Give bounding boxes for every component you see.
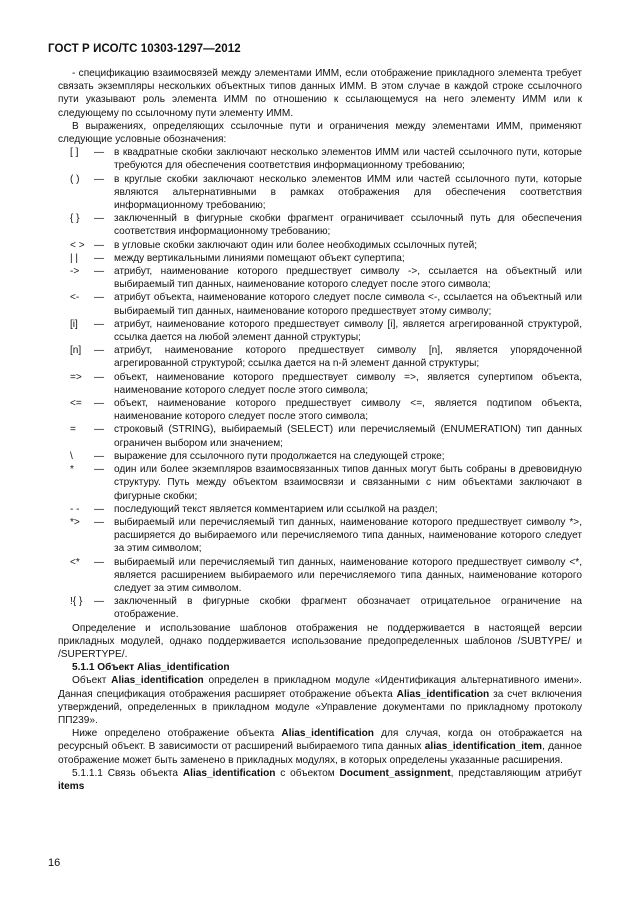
- notation-item: [58, 291, 582, 317]
- notation-item: [58, 450, 582, 463]
- notation-dash: —: [94, 147, 105, 159]
- notation-description: атрибут объекта, наименование которого следует после символа <-, ссылается на объектный или выбираемый тип данных, наименование которого предшествует этому символу;: [114, 292, 582, 317]
- templates-paragraph: Определение и использование шаблонов отображения не поддерживается в настоящей версии прикладных модулей, однако поддерживается использование предопределенных шаблонов /SUBTYPE/ и /SUPERTYPE/.: [58, 622, 582, 660]
- notation-dash: —: [94, 596, 105, 608]
- notation-symbol: [i]: [70, 318, 78, 330]
- notation-description: в квадратные скобки заключают несколько элементов ИММ или частей ссылочного пути, которые требуются для обеспечения соответствия информационному требованию;: [114, 147, 582, 172]
- notation-item: [58, 239, 582, 252]
- notation-symbol: ->: [70, 266, 80, 278]
- notation-description: выбираемый или перечисляемый тип данных, наименование которого предшествует символу <*, является расширением выбираемого или перечисляемого типа данных, наименование которого следует за этим символом.: [114, 556, 582, 594]
- notation-item: [58, 423, 582, 449]
- notation-dash: —: [94, 252, 105, 264]
- notation-dash: —: [94, 173, 105, 185]
- notation-description: объект, наименование которого предшествует символу <=, является подтипом объекта, наименование которого следует после этого символа;: [114, 398, 582, 423]
- notation-dash: —: [94, 464, 105, 476]
- notation-symbol: < >: [70, 239, 85, 251]
- notation-dash: —: [94, 516, 105, 528]
- notation-dash: —: [94, 213, 105, 225]
- intro-paragraph-2: В выражениях, определяющих ссылочные пути и ограничения между элементами ИММ, применяют следующие условные обозначения:: [58, 120, 582, 146]
- object-definition-paragraph: Объект Alias_identification определен в прикладном модуле «Идентификация альтернативного имени». Данная спецификация отображения расширяет отображение объекта Alias_identification за счет включения утверждений, определенных в прикладном модуле «Управление документами по прикладному протоколу ПП239».: [58, 675, 582, 726]
- notation-symbol: | |: [70, 252, 79, 264]
- notation-symbol: <-: [70, 292, 80, 304]
- notation-dash: —: [94, 371, 105, 383]
- notation-dash: —: [94, 266, 105, 278]
- notation-symbol: ( ): [70, 173, 80, 185]
- notation-description: выбираемый или перечисляемый тип данных, наименование которого предшествует символу *>, расширяется до выбираемого или перечисляемого типа данных, наименование которого следует за этим символом;: [114, 516, 582, 555]
- notation-item: [58, 344, 582, 370]
- page-body: [58, 67, 582, 793]
- notation-item: [58, 265, 582, 291]
- subsection-paragraph: 5.1.1.1 Связь объекта Alias_identification с объектом Document_assignment, представляющим атрибут items: [58, 767, 582, 792]
- notation-dash: —: [94, 239, 105, 251]
- notation-symbol: =: [70, 424, 76, 436]
- notation-dash: —: [94, 450, 105, 462]
- notation-symbol: [n]: [70, 345, 82, 357]
- notation-symbol: - -: [70, 503, 80, 515]
- notation-item: [58, 516, 582, 556]
- notation-symbol: =>: [70, 371, 82, 383]
- notation-dash: —: [94, 503, 105, 515]
- notation-symbol: <=: [70, 398, 82, 410]
- notation-description: объект, наименование которого предшествует символу =>, является супертипом объекта, наименование которого следует после этого символа;: [114, 371, 582, 396]
- notation-item: [58, 397, 582, 423]
- mapping-paragraph: Ниже определено отображение объекта Alias_identification для случая, когда он отображается на ресурсный объект. В зависимости от расширений выбираемого типа данных alias_identification_item, данное отображение может быть заменено в прикладных модулях, в которых определены указанные расширения.: [58, 728, 582, 766]
- notation-description: последующий текст является комментарием или ссылкой на раздел;: [114, 503, 438, 515]
- notation-item: [58, 318, 582, 344]
- notation-description: атрибут, наименование которого предшествует символу ->, ссылается на объектный или выбираемый тип данных, наименование которого следует после этого символа;: [114, 266, 582, 291]
- notation-item: [58, 503, 582, 516]
- notation-item: [58, 556, 582, 596]
- notation-description: в круглые скобки заключают несколько элементов ИММ или частей ссылочного пути, которые являются альтернативными в рамках отображения для обеспечения соответствия информационному требованию;: [114, 173, 582, 212]
- notation-dash: —: [94, 556, 105, 568]
- notation-description: заключенный в фигурные скобки фрагмент ограничивает ссылочный путь для обеспечения соответствия информационному требованию;: [114, 213, 582, 238]
- notation-item: [58, 463, 582, 503]
- notation-item: [58, 252, 582, 265]
- notation-description: заключенный в фигурные скобки фрагмент обозначает отрицательное ограничение на отображение.: [114, 596, 582, 621]
- notation-description: атрибут, наименование которого предшествует символу [n], является упорядоченной агрегированной структурой; ссылка дается на n-й элемент данной структуры;: [114, 345, 582, 370]
- notation-description: в угловые скобки заключают один или более необходимых ссылочных путей;: [114, 239, 478, 251]
- notation-description: один или более экземпляров взаимосвязанных типов данных могут быть собраны в древовидную структуру. Путь между объектом взаимосвязи и связанными с ним объектами заключают в фигурные скобки;: [114, 464, 582, 502]
- notation-symbol: { }: [70, 213, 80, 225]
- notation-dash: —: [94, 292, 105, 304]
- notation-symbol: *>: [70, 516, 80, 528]
- notation-dash: —: [94, 398, 105, 410]
- notation-item: [58, 146, 582, 172]
- notation-symbol: <*: [70, 556, 80, 568]
- notation-dash: —: [94, 424, 105, 436]
- notation-item: [58, 212, 582, 238]
- notation-symbol: \: [70, 450, 73, 462]
- notation-description: строковый (STRING), выбираемый (SELECT) или перечисляемый (ENUMERATION) тип данных ограничен выбором или значением;: [114, 424, 582, 449]
- running-header: ГОСТ Р ИСО/ТС 10303-1297—2012: [48, 43, 241, 55]
- notation-description: атрибут, наименование которого предшествует символу [i], является агрегированной структурой, ссылка дается на любой элемент данной структуры;: [114, 318, 582, 344]
- notation-item: [58, 173, 582, 213]
- notation-dash: —: [94, 318, 105, 330]
- notation-symbol: !{ }: [70, 596, 83, 608]
- notation-description: выражение для ссылочного пути продолжается на следующей строке;: [114, 450, 445, 462]
- notation-symbol: *: [70, 464, 74, 476]
- notation-list: [58, 146, 582, 621]
- intro-paragraph-1: - спецификацию взаимосвязей между элементами ИММ, если отображение прикладного элемента требует связать экземпляры нескольких объектных типов данных ИММ. В этом случае в каждой строке ссылочного пути указывают роль элемента ИММ по отношению к ссылающемуся на него элементу ИММ или к следующему по ссылочному пути элементу ИММ.: [58, 68, 582, 119]
- notation-item: [58, 595, 582, 621]
- notation-description: между вертикальными линиями помещают объект супертипа;: [114, 252, 405, 264]
- page-number: 16: [48, 857, 61, 869]
- notation-dash: —: [94, 345, 105, 357]
- notation-item: [58, 371, 582, 397]
- notation-symbol: [ ]: [70, 147, 79, 159]
- section-heading: 5.1.1 Объект Alias_identification: [72, 662, 230, 674]
